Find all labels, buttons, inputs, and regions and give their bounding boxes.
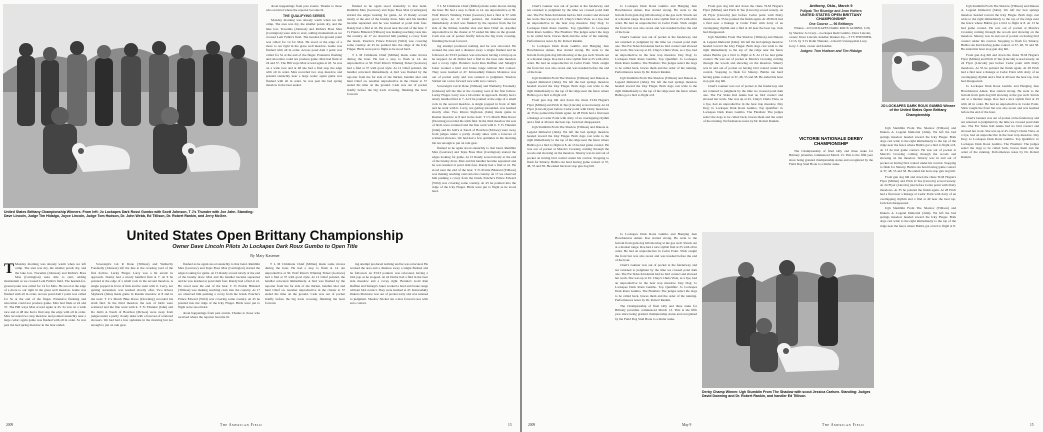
col-text: Ugh Stumblin From The Shadow (Tillison) and Dakota A. Legend Immortal (Jahn). We left the bed springs meadow headed toward the Icky Finger. Both dogs cast wide to the right immediately to the top of the ridge near the fence where Bubba got a bird to flight at 8. At 13 he had game contact. He was out of pocket at Marck's Crossing coming through the woods and showing on the meadow. Smurry was in and out of pocket on having bird contact under his control. Stopping to flush for Smurry. Bubba ran hard having game contact at 37, 48, 55 and 58. He ended his hour stop gun dog hill. xyxy=(880,126,956,174)
col-text: Ugh Stumblin From The Shadow (Tillison) and Dakota A. Legend Immortal (Jahn). We left the bed springs meadow headed toward the Icky Finger. Both dogs cast wide to the right immediately to the top of the ridge near the fence where Bubba got a bird to flight at 8. At 13 he had game contact. He was out of pocket at Marck's Crossing coming through the woods and showing on the meadow. Smurry was in and out of pocket on having bird contact under his control. Stopping to flush for Smurry. Bubba ran hard having game contact at 37, 48, 55 and 58. He ended his hour stop gun dog hill. xyxy=(527,125,609,169)
left-col-bottom-2 xyxy=(91,262,173,418)
col-text: T L M Cimmarie Chief (Millen) made some moves during the hour. He had a stop to flush at 14. An unproductive at 30. Wolf River's Winning Ticket (Gonvew) had a find at 37 with good style. At 12 Chief pointed, the handler relocated immediately. A bird was flushed by the reporter from the far side of the thicket, handler shot and hunt Chief on. Another unproductive in the cluster at 57 ended his time on the ground. Cash was out of pocket briefly before the big track crossing, finishing the hour forward. xyxy=(347,52,427,96)
col-text: Cheri's Gunner was out of pocket at the fenderway and not returned to judgment by the time we crossed pond dam one. The Far Sides Kid Annie had no bird contact and showed her work. She was up at 45. Chuy's Chula Vista, as a bye, had an unproductive in the bear trap meadow. Day Dog: Jo Lockapes Dark Roux Gumbo. Top Qualifier: Jo Lockapes Dark Roux Gumbo. The Finalists: The judges select the dogs to be called back, braces them and the order of the running. Performances notes by Dr. Robert Rankin. xyxy=(615,263,697,303)
dog-photo-caption: JO LOCKAPES DARK ROUX GUMBO Winner of the United States Open Brittany Championship xyxy=(880,104,956,117)
col-text: Ugh Stumblin From The Shadow (Tillison) and Dakota A. Legend Immortal (Jahn). We left the bed springs meadow headed toward the Icky Finger. Both dogs cast wide to the right immediately to the top of the ridge near the fence where Bubba got a bird to flight at 8. xyxy=(527,75,609,97)
col-text: about happenings from past events. Thanks to those who received where the reporter become ill. xyxy=(178,310,260,320)
results-entries: Winner—JO LOCKAPES DARK ROUX GUMBO, 1/26, by Shadow Jo Crazy—Lockapes Redz Gumbo. Dave Lincoln, owner; Dave Lincoln, handler. Runner-Up—T J'S THUNDER, 11/13, by T J's Rolin Thunder—Cherri's Unstoppable Lucy. Gary J. Jahn, owner and handler. xyxy=(789,26,872,48)
col-text: From gun dog hill and down the chute TLM Hogan's Flyer (Millen) and Pitch O Tee (Lincoln) scored tersely. At 24 Flyer (Lincoln) just before Cedar point with Dotty meadows. At 35 he pointed the finish again. At 28 Pitch had a find near a linkage at Cedar Point with dotty of an overlapping rhythm and a find at 40 near the bear tap. Jack had disappeared. xyxy=(961,52,1039,83)
col-text: Sovereign's Git R Done (Tillison) and Wetherby Fondaeily (Johnson) left the line at the crossing road of the first hollow. Lucky Finger. Larry was a bit erratic in approach. Donby had a nicely handled find at 7. At 9 he pointed at the edge of a small rock in the second meadow. A single popped in front of him and he went with it. Larry, not getting astounded, was leashed shortly after. Two Rivers Skyhawk (Jahn) made game in Rustler meadow at 8 and in the next: T C's Match Bike Racer (Downing) recorded his sixth find. In the third meadow the sets of birds were scattered and the fine went with it. T J's Thunder (Jahn) and Ro Jem's A Touch of Bourbon (McGee) were away from judges under a partly cloudy skies with a forecast of scattered showers. We had had a few sprinkles in the morning but not enough to put on rain gear. xyxy=(91,262,173,327)
derby-photo-caption: Derby Champ Winner. Ugh Stumblin From The Shadow with scout Jessica Carlsen. Standing: Judges David Downing and Dr. Robert Rankin, and handler Ed Tillison. xyxy=(702,390,871,399)
left-col-bottom-5 xyxy=(350,262,428,418)
right-folio-page: 15 xyxy=(1030,423,1034,427)
col-text: Cheri's Gunner was out of pocket at the fenderway and not returned to judgment by the time we crossed pond dam one. The Far Sides Kid Annie had no bird contact and showed her work. She was up at 45. Chuy's Chula Vista, as a bye, had an unproductive in the bear trap meadow. Day Dog: Jo Lockapes Dark Roux Gumbo. Top Qualifier: Jo Lockapes Dark Roux Gumbo. The Finalists: The judges select the dogs to be called back, braces them and the order of the running. Performances notes by Dr. Robert Rankin. xyxy=(961,115,1039,159)
right-col-6 xyxy=(961,4,1039,418)
left-folio-page: 13 xyxy=(508,423,512,427)
group-photo xyxy=(3,4,258,208)
col-text: Cheri's Gunner was out of pocket at the fenderway and not returned to judgment by the time we crossed pond dam one. The Far Sides Kid Annie had no bird contact and showed her work. She was up at 45. Chuy's Chula Vista, as a bye, had an unproductive in the bear trap meadow. Day Dog: Jo Lockapes Dark Roux Gumbo. Top Qualifier: Jo Lockapes Dark Roux Gumbo. The Finalists: The judges select the dogs to be called back, braces them and the order of the running. Performances notes by Dr. Robert Rankin. xyxy=(703,84,783,123)
col-text: Cheri's Gunner was out of pocket at the fenderway and not returned to judgment by the time we crossed pond dam one. The Far Sides Kid Annie had no bird contact and showed her work. She was up at 45. Chuy's Chula Vista, as a bye, had an unproductive in the bear trap meadow. Day Dog: Jo Lockapes Dark Roux Gumbo. Top Qualifier: Jo Lockapes Dark Roux Gumbo. The Finalists: The judges select the dogs to be called back, braces them and the order of the running. Performances notes by Dr. Robert Rankin. xyxy=(527,4,609,43)
col-text: Monday morning was already warm when we left camp. The area was dry, the smaller ponds dry, and the lake low. Tracemis (Johnson) and Richie's Boss Max (Carrington) were able to start, adding momentum as we crossed Lem Fuller's field. The headed-for-ground point was called for 14 for Max. He stood at the edge of a more to our right in the grass well meadow. Game was flushed with all in order. Across pond dam I point was called for Ss at the end of the finger. Extensive flushing and relocation could not produce game. Max had finds at 24 and 37. The Hill ways Max scored again at 45. Ss was on a wide race and at 48 she had a find stop the edge with all in order. Max recorded two stop meadow and pointed staunchly near a large cedar; again game was flushed with all in order. Ss was past the bed spring meadow in the bear ended. xyxy=(4,262,86,327)
left-col-top-3 xyxy=(432,4,516,418)
derby-photo-image xyxy=(702,232,874,388)
left-col-bottom-4 xyxy=(265,262,345,418)
left-col-top-2 xyxy=(347,4,427,226)
right-col-3 xyxy=(703,4,783,226)
col-text: Jo Lockapes Dark Roux Gumbo and Hanging Jaze Howdalewsa Amen. Roe started strong. He went to the bottom from gum dog hill showing at the gas well. Struck out at a modest range. Roe had a nice stylish find at 25 with all in order. He had an unproductive in Cedar Point. Slick caught the front but was also recast and was leashed before the end of the hour. xyxy=(527,44,609,75)
left-col-bottom-1 xyxy=(4,262,86,418)
left-folio-title: The American Field xyxy=(220,423,263,427)
col-text: flushed as he again stood staunchly to that bend. Rumblin Max (Gonvew) and Tejas Boss Max (Carrington) started the edges looking for game. At 15 Randy scored nicely at the end of the brushy draw. Max and his handler became separated and he was leashed at pond dam four. Randy had a find at 41. He stood near the end of the bear. T J's Prairie Blizzard (Tillison) was making reaching casts into the country. At 17 we observed him pushing a covey from the brush. Pancho's Prince Edward (Wild) was covering some country. At 45 he pointed into the ridge of the Icky Finger. Birds were put to flight as he stood hard. xyxy=(178,262,260,310)
group-photo-caption: United States Brittany Championship Winners. From left: Jo Lockapes Dark Rossi Gumbo with Scott Johnson, T J's Thunder with Joe Jahn. Standing: Dave Lincoln, Judge Tim Hidalgo, Joyce Lincoln, Judge Tom Hudson, Dr. John Webb, Ed Tillison, Dr. Robert Rankin, and Jerry McGee. xyxy=(4,210,254,219)
right-page xyxy=(522,0,1043,432)
right-col-4 xyxy=(789,149,873,227)
col-text: Jo Lockapes Dark Roux Gumbo and Hanging Jaze Howdalewsa Amen. Roe started strong. He went to the bottom from gum dog hill showing at the gas well. Struck out at a modest range. Roe had a nice stylish find at 25 with all in order. He had an unproductive in Cedar Point. Slick caught the front but was also recast and was leashed before the end of the hour. xyxy=(615,4,697,35)
col-text: The Championship of final tally and three stake for Brittany juveniles commenced March 13. This is the fifth year since being granted championship status and recognized by the Field Dog Stud Book to a titular stake. xyxy=(615,303,697,321)
group-photo-image xyxy=(3,4,258,208)
results-stake-title: UNITED STATES OPEN BRITTANY CHAMPIONSHIP xyxy=(800,12,862,22)
right-folio-date: May 9 xyxy=(682,423,692,427)
qualifying-series-subhead: THE QUALIFYING SERIES xyxy=(282,13,325,18)
col-text: ing attempt produced nothing and he was relocated. He worked the area and a distance away a single flushed and he followed. At 33:23 pointed, was relocated, having a bird pop as he stopped. At 42 Dollar had a find in the bear side meadow and a covey right. Bonnie's Gold Run Ruffian and Smatgi's Joker worked a hard and broke range without bird contact. They were leashed at 47. Kinwashkly Dakota Molestoe was out of pocket early and was retuned to judgment. Shadow Stickel ran a nice forward race with zero contact. xyxy=(350,262,428,306)
col-text: Ugh Stumblin From The Shadow (Tillison) and Dakota A. Legend Immortal (Jahn). We left the bed springs meadow headed toward the Icky Finger. Both dogs cast wide to the right immediately to the top of the ridge near the fence where Bubba got a bird to flight at 8. At 13 he had game contact. He was out of pocket at Marck's Crossing coming through the woods and showing on the meadow. Smurry was in and out of pocket on having bird contact under his control. Stopping to flush for Smurry. Bubba ran hard having game contact at 37, 48, 55 and 58. He ended his hour stop gun dog hill. xyxy=(703,35,783,83)
article-deck: Owner Dave Lincoln Pilots Jo Lockapes Dark Roux Gumbo to Open Title xyxy=(172,244,358,250)
left-page xyxy=(0,0,520,432)
right-folio-title: The American Field xyxy=(822,423,865,427)
col-text: about happenings from past events. Thanks to those who received where the reporter become ill. xyxy=(266,4,342,13)
right-col-2 xyxy=(615,4,697,226)
col-text: Monday morning was already warm when we left camp. The area was dry, the smaller ponds dry, and the lake low. Tracemis (Johnson) and Richie's Boss Max (Carrington) were able to start, adding momentum as we crossed Lem Fuller's field. The headed-for-ground point was called for 14 for Max. He stood at the edge of a more to our right in the grass well meadow. Game was flushed with all in order. Across pond dam I point was called for Ss at the end of the finger. Extensive flushing and relocation could not produce game. Max had finds at 24 and 37. The Hill ways Max scored again at 45. Ss was on a wide race and at 48 she had a find stop the edge with all in order. Max recorded two stop meadow and pointed staunchly near a large cedar; again game was flushed with all in order. Ss was past the bed spring meadow in the bear ended. xyxy=(266,17,342,88)
col-text: Ugh Stumblin From The Shadow (Tillison) and Dakota A. Legend Immortal (Jahn). We left the bed springs meadow headed toward the Icky Finger. Both dogs cast wide to the right immediately to the top of the ridge near the fence where Bubba got a bird to flight at 8. xyxy=(615,75,697,97)
article-byline: By Mary Kasemer xyxy=(250,253,280,258)
results-meta: One Course — 96 Brittanys xyxy=(809,21,853,26)
col-text: Jo Lockapes Dark Roux Gumbo and Hanging Jaze Howdalewsa Amen. Roe started strong. He went to the bottom from gum dog hill showing at the gas well. Struck out at a modest range. Roe had a nice stylish find at 25 with all in order. He had an unproductive in Cedar Point. Slick caught the front but was also recast and was leashed before the end of the hour. xyxy=(961,84,1039,115)
right-folio-year: 2009 xyxy=(528,423,536,427)
right-col-bottom-left xyxy=(615,232,697,418)
results-grounds: Fullpak The Bluedge and Jean Holters xyxy=(800,8,862,13)
right-col-5 xyxy=(880,126,956,418)
col-text: Jo Lockapes Dark Roux Gumbo and Hanging Jaze Howdalewsa Amen. Roe started strong. He went to the bottom from gum dog hill showing at the gas well. Struck out at a modest range. Roe had a nice stylish find at 25 with all in order. He had an unproductive in Cedar Point. Slick caught the front but was also recast and was leashed before the end of the hour. xyxy=(615,232,697,263)
col-text: Ugh Stumblin From The Shadow (Tillison) and Dakota A. Legend Immortal (Jahn). We left the bed springs meadow headed toward the Icky Finger. Both dogs cast wide to the right immediately to the top of the ridge near the fence where Bubba got a bird to flight at 8. xyxy=(880,206,956,228)
col-text: The Championship of final tally and three stake for Brittany juveniles commenced March 13. This is the fifth year since being granted championship status and recognized by the Field Dog Stud Book to a titular stake. xyxy=(789,149,873,167)
dog-photo xyxy=(882,4,954,102)
drop-cap: T xyxy=(4,262,15,277)
results-judges: Judges: Tom Hudson and Tim Hidalgo xyxy=(800,48,862,53)
col-text: ing attempt produced nothing and he was relocated. He worked the area and a distance away a single flushed and he followed. At 33:23 pointed, was relocated, having a bird pop as he stopped. At 42 Dollar had a find in the bear side meadow and a covey right. Bonnie's Gold Run Ruffian and Smatgi's Joker worked a hard and broke range without bird contact. They were leashed at 47. Kinwashkly Dakota Molestoe was out of pocket early and was retuned to judgment. Shadow Stickel ran a nice forward race with zero contact. xyxy=(432,44,516,83)
right-col-1 xyxy=(527,4,609,418)
col-text: flushed as he again stood staunchly to that bend. Rumblin Max (Gonvew) and Tejas Boss Max (Carrington) started the edges looking for game. At 15 Randy scored nicely at the end of the brushy draw. Max and his handler became separated and he was leashed at pond dam four. Randy had a find at 41. He stood near the end of the bear. T J's Prairie Blizzard (Tillison) was making reaching casts into the country. At 17 we observed him pushing a covey from the brush. Pancho's Prince Edward (Wild) was covering some country. At 45 he pointed into the ridge of the Icky Finger. Birds were put to flight as he stood hard. xyxy=(432,146,516,194)
derby-subhead: VICTORIE NATIONALE DERBY CHAMPIONSHIP xyxy=(799,136,863,146)
dog-photo-image xyxy=(882,4,954,102)
col-text: flushed as he again stood staunchly to that bend. Rumblin Max (Gonvew) and Tejas Boss Max (Carrington) started the edges looking for game. At 15 Randy scored nicely at the end of the brushy draw. Max and his handler became separated and he was leashed at pond dam four. Randy had a find at 41. He stood near the end of the bear. T J's Prairie Blizzard (Tillison) was making reaching casts into the country. At 17 we observed him pushing a covey from the brush. Pancho's Prince Edward (Wild) was covering some country. At 45 he pointed into the ridge of the Icky Finger. Birds were put to flight as he stood hard. xyxy=(347,4,427,52)
left-col-bottom-3 xyxy=(178,262,260,418)
left-col-top-1 xyxy=(266,4,342,226)
col-text: Sovereign's Git R Done (Tillison) and Wetherby Fondaeily (Johnson) left the line at the crossing road of the first hollow. Lucky Finger. Larry was a bit erratic in approach. Donby had a nicely handled find at 7. At 9 he pointed at the edge of a small rock in the second meadow. A single popped in front of him and he went with it. Larry, not getting astounded, was leashed shortly after. Two Rivers Skyhawk (Jahn) made game in Rustler meadow at 8 and in the next: T C's Match Bike Racer (Downing) recorded his sixth find. In the third meadow the sets of birds were scattered and the fine went with it. T J's Thunder (Jahn) and Ro Jem's A Touch of Bourbon (McGee) were away from judges under a partly cloudy skies with a forecast of scattered showers. We had had a few sprinkles in the morning but not enough to put on rain gear. xyxy=(432,84,516,145)
col-text: T L M Cimmarie Chief (Millen) made some moves during the hour. He had a stop to flush at 14. An unproductive at 30. Wolf River's Winning Ticket (Gonvew) had a find at 37 with good style. At 12 Chief pointed, the handler relocated immediately. A bird was flushed by the reporter from the far side of the thicket, handler shot and hunt Chief on. Another unproductive in the cluster at 57 ended his time on the ground. Cash was out of pocket briefly before the big track crossing, finishing the hour forward. xyxy=(432,4,516,43)
derby-photo xyxy=(702,232,874,388)
article-headline: United States Open Brittany Championship xyxy=(126,228,404,243)
col-text: From gun dog hill and down the chute TLM Hogan's Flyer (Millen) and Pitch O Tee (Lincoln) scored tersely. At 24 Flyer (Lincoln) just before Cedar point with Dotty meadows. At 35 he pointed the finish again. At 28 Pitch had a find near a linkage at Cedar Point with dotty of an overlapping rhythm and a find at 40 near the bear tap. Jack had disappeared. xyxy=(527,98,609,124)
col-text: T L M Cimmarie Chief (Millen) made some moves during the hour. He had a stop to flush at 14. An unproductive at 30. Wolf River's Winning Ticket (Gonvew) had a find at 37 with good style. At 12 Chief pointed, the handler relocated immediately. A bird was flushed by the reporter from the far side of the thicket, handler shot and hunt Chief on. Another unproductive in the cluster at 57 ended his time on the ground. Cash was out of pocket briefly before the big track crossing, finishing the hour forward. xyxy=(265,262,345,306)
col-text: From gun dog hill and down the chute TLM Hogan's Flyer (Millen) and Pitch O Tee (Lincoln) scored tersely. At 24 Flyer (Lincoln) just before Cedar point with Dotty meadows. At 35 he pointed the finish again. At 28 Pitch had a find near a linkage at Cedar Point with dotty of an overlapping rhythm and a find at 40 near the bear tap. Jack had disappeared. xyxy=(880,174,956,205)
results-box xyxy=(789,4,873,134)
results-dateline: Anthony, Okla., March 9 xyxy=(809,4,853,8)
col-text: Ugh Stumblin From The Shadow (Tillison) and Dakota A. Legend Immortal (Jahn). We left the bed springs meadow headed toward the Icky Finger. Both dogs cast wide to the right immediately to the top of the ridge near the fence where Bubba got a bird to flight at 8. At 13 he had game contact. He was out of pocket at Marck's Crossing coming through the woods and showing on the meadow. Smurry was in and out of pocket on having bird contact under his control. Stopping to flush for Smurry. Bubba ran hard having game contact at 37, 48, 55 and 58. He ended his hour stop gun dog hill. xyxy=(961,4,1039,52)
left-folio-year: 2009 xyxy=(6,423,14,427)
col-text: From gun dog hill and down the chute TLM Hogan's Flyer (Millen) and Pitch O Tee (Lincoln) scored tersely. At 24 Flyer (Lincoln) just before Cedar point with Dotty meadows. At 35 he pointed the finish again. At 28 Pitch had a find near a linkage at Cedar Point with dotty of an overlapping rhythm and a find at 40 near the bear tap. Jack had disappeared. xyxy=(703,4,783,35)
col-text: Cheri's Gunner was out of pocket at the fenderway and not returned to judgment by the time we crossed pond dam one. The Far Sides Kid Annie had no bird contact and showed her work. She was up at 45. Chuy's Chula Vista, as a bye, had an unproductive in the bear trap meadow. Day Dog: Jo Lockapes Dark Roux Gumbo. Top Qualifier: Jo Lockapes Dark Roux Gumbo. The Finalists: The judges select the dogs to be called back, braces them and the order of the running. Performances notes by Dr. Robert Rankin. xyxy=(615,35,697,75)
